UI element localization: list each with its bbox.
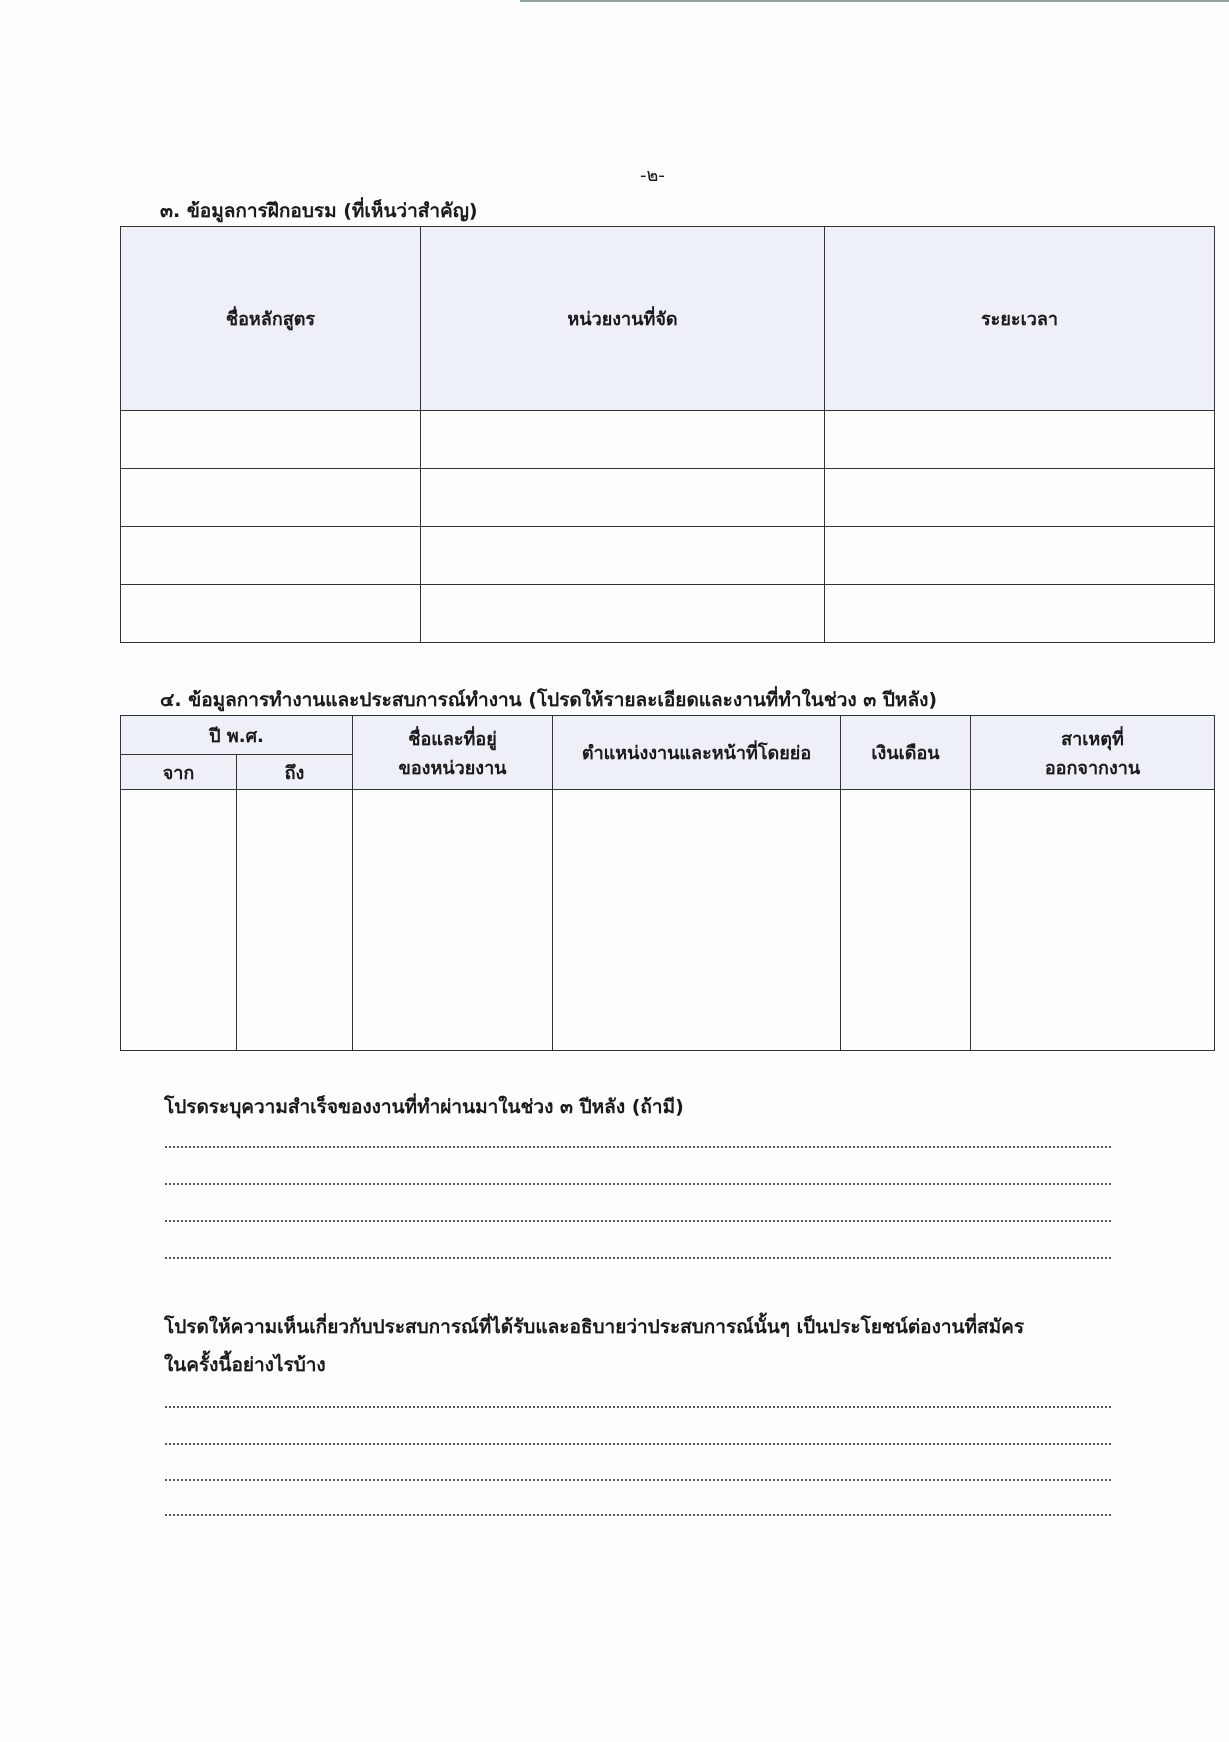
organizer-cell[interactable] — [421, 469, 825, 527]
achievements-line-4[interactable] — [165, 1257, 1111, 1259]
col-organizer: หน่วยงานที่จัด — [421, 227, 825, 411]
section3-title: ๓. ข้อมูลการฝึกอบรม (ที่เห็นว่าสำคัญ) — [160, 200, 478, 222]
col-reason-line2: ออกจากงาน — [1044, 757, 1141, 779]
achievements-line-1[interactable] — [165, 1146, 1111, 1148]
course-name-cell[interactable] — [121, 469, 421, 527]
page-number: -๒- — [640, 165, 665, 186]
course-name-cell[interactable] — [121, 527, 421, 585]
col-reason-line1: สาเหตุที่ — [1061, 728, 1124, 750]
work-experience-table — [120, 715, 1215, 1051]
scan-edge — [520, 0, 1229, 2]
course-name-cell[interactable] — [121, 411, 421, 469]
opinion-line-4[interactable] — [165, 1514, 1111, 1516]
table-row — [121, 585, 1215, 643]
opinion-line-3[interactable] — [165, 1479, 1111, 1481]
to-cell[interactable] — [237, 790, 353, 1051]
col-year: ปี พ.ศ. — [121, 716, 353, 755]
duration-cell[interactable] — [825, 585, 1215, 643]
organizer-cell[interactable] — [421, 411, 825, 469]
table-row — [121, 411, 1215, 469]
experience-opinion-line1: โปรดให้ความเห็นเกี่ยวกับประสบการณ์ที่ได้รับและอธิบายว่าประสบการณ์นั้นๆ เป็นประโยชน์ต่องานที่สมัคร — [164, 1316, 1025, 1338]
section4-title: ๔. ข้อมูลการทำงานและประสบการณ์ทำงาน (โปรดให้รายละเอียดและงานที่ทำในช่วง ๓ ปีหลัง) — [160, 689, 938, 711]
achievements-line-3[interactable] — [165, 1220, 1111, 1222]
duration-cell[interactable] — [825, 527, 1215, 585]
achievements-prompt: โปรดระบุความสำเร็จของงานที่ทำผ่านมาในช่วง ๓ ปีหลัง (ถ้ามี) — [164, 1096, 684, 1118]
position-cell[interactable] — [553, 790, 841, 1051]
duration-cell[interactable] — [825, 469, 1215, 527]
col-duration: ระยะเวลา — [825, 227, 1215, 411]
col-organization — [353, 716, 553, 790]
work-header-row-1 — [121, 716, 1215, 755]
table-row — [121, 527, 1215, 585]
reason-cell[interactable] — [971, 790, 1215, 1051]
col-course-name: ชื่อหลักสูตร — [121, 227, 421, 411]
course-name-cell[interactable] — [121, 585, 421, 643]
col-to: ถึง — [237, 755, 353, 790]
experience-opinion-prompt — [164, 1308, 1024, 1384]
col-salary: เงินเดือน — [841, 716, 971, 790]
salary-cell[interactable] — [841, 790, 971, 1051]
training-table — [120, 226, 1215, 643]
col-reason-left — [971, 716, 1215, 790]
organization-cell[interactable] — [353, 790, 553, 1051]
from-cell[interactable] — [121, 790, 237, 1051]
col-organization-line2: ของหน่วยงาน — [398, 757, 507, 779]
opinion-line-1[interactable] — [165, 1406, 1111, 1408]
col-organization-line1: ชื่อและที่อยู่ — [408, 728, 497, 750]
opinion-line-2[interactable] — [165, 1443, 1111, 1445]
experience-opinion-line2: ในครั้งนี้อย่างไรบ้าง — [164, 1354, 326, 1376]
col-position: ตำแหน่งงานและหน้าที่โดยย่อ — [553, 716, 841, 790]
duration-cell[interactable] — [825, 411, 1215, 469]
col-from: จาก — [121, 755, 237, 790]
organizer-cell[interactable] — [421, 585, 825, 643]
table-row — [121, 469, 1215, 527]
achievements-line-2[interactable] — [165, 1183, 1111, 1185]
training-header-row — [121, 227, 1215, 411]
table-row — [121, 790, 1215, 1051]
organizer-cell[interactable] — [421, 527, 825, 585]
